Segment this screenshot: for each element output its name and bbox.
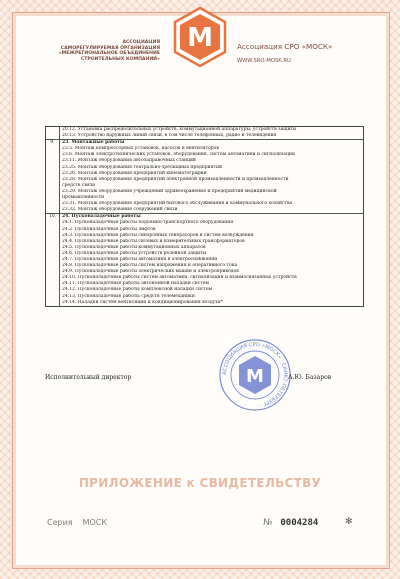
- list-item: 24.6. Пусконаладочные работы устройств релейной защиты: [62, 250, 207, 256]
- list-item: 24.12. Пусконаладочные работы комплексной наладки систем: [62, 287, 213, 293]
- list-item: средств связи: [62, 182, 96, 188]
- table-row: [46, 139, 363, 213]
- row-number: [46, 127, 60, 139]
- sro-logo-icon: [173, 6, 227, 68]
- stamp-text: АССОЦИАЦИЯ СРО «МОСК» · САНКТ-ПЕТЕРБУРГ ·: [221, 341, 289, 408]
- row-number: 9.: [46, 140, 60, 213]
- logo-letter: М: [187, 23, 213, 53]
- list-item: 24.11. Пусконаладочные работы автономной наладки систем: [62, 281, 209, 287]
- list-item: 23.25. Монтаж оборудования театрально-зрелищных предприятий: [62, 164, 222, 170]
- series-block: [47, 518, 107, 527]
- list-item: 24.10. Пусконаладочные работы систем автоматики, сигнализации и взаимосвязанных устройств: [62, 275, 297, 281]
- list-item: 24.1. Пусконаладочные работы подъемно-транспортного оборудования: [62, 220, 234, 226]
- section-title: 23. Монтажные работы: [62, 140, 125, 146]
- list-item: 24.14. Наладки систем вентиляции и кондиционирования воздуха*: [62, 299, 223, 305]
- list-item: 23.29. Монтаж оборудования учреждений здравоохранения и предприятий медицинской: [62, 188, 277, 194]
- list-item: 23.28. Монтаж оборудования предприятий электронной промышленности и промышленности: [62, 176, 289, 182]
- list-item: 23.31. Монтаж оборудования предприятий бытового обслуживания и коммунального хозяйства: [62, 201, 293, 207]
- list-item: 24.8. Пусконаладочные работы систем напряжения и оперативного тока: [62, 263, 238, 269]
- star-icon: ✻: [345, 517, 353, 527]
- list-item: 23.33. Монтаж оборудования сооружений связи: [62, 207, 178, 213]
- list-item: 24.9. Пусконаладочные работы электрических машин и электроприводов: [62, 269, 239, 275]
- list-item: 23.5. Монтаж компрессорных установок, насосов и вентиляторов: [62, 146, 219, 152]
- stamp-center: М: [246, 366, 264, 387]
- association-name: АССОЦИАЦИЯ САМОРЕГУЛИРУЕМАЯ ОРГАНИЗАЦИЯ «МЕЖРЕГИОНАЛЬНОЕ ОБЪЕДИНЕНИЕ СТРОИТЕЛЬНЫХ КОМПАНИЙ»: [58, 40, 160, 62]
- works-table: [45, 126, 364, 307]
- signatory-name: А.Ю. Базаров: [288, 374, 332, 381]
- list-item: 24.5. Пусконаладочные работы коммутационных аппаратов: [62, 244, 206, 250]
- series-value: МОСК: [82, 518, 108, 527]
- certificate-number: [263, 518, 318, 528]
- official-stamp: [218, 338, 292, 412]
- table-row: [46, 213, 363, 305]
- list-item: 23.11. Монтаж оборудования автозаправочных станций: [62, 158, 196, 164]
- list-item: промышленности: [62, 195, 105, 201]
- number-sign: №: [263, 518, 273, 528]
- list-item: 24.3. Пусконаладочные работы синхронных генераторов и систем возбуждения: [62, 232, 254, 238]
- list-item: 20.12. Установка распределительных устройств, коммутационной аппаратуры, устройств защиты: [62, 127, 297, 132]
- association-title: Ассоциация СРО «МОСК»: [237, 42, 333, 51]
- list-item: 24.13. Пусконаладочные работы средств телемеханики: [62, 293, 195, 299]
- list-item: 24.4. Пусконаладочные работы силовых и измерительных трансформаторов: [62, 238, 245, 244]
- list-item: 23.6. Монтаж электротехнических установок, оборудования, систем автоматики и сигнализации: [62, 152, 295, 158]
- list-item: 23.26. Монтаж оборудования предприятий кинематографии: [62, 170, 207, 176]
- list-item: 24.2. Пусконаладочные работы лифтов: [62, 226, 156, 232]
- appendix-label: ПРИЛОЖЕНИЕ к СВИДЕТЕЛЬСТВУ: [78, 476, 322, 490]
- signatory-title: Исполнительный директор: [45, 374, 132, 381]
- row-number: 10.: [46, 214, 60, 305]
- association-url: WWW.SRO-MOSK.RU: [237, 58, 291, 64]
- list-item: 20.13. Устройство наружных линий связи, в том числе телефонных, радио и телевидения: [62, 133, 277, 139]
- table-row: [46, 127, 363, 139]
- number-value: 0004284: [280, 518, 319, 528]
- series-label: Серия: [47, 518, 73, 527]
- list-item: 24.7. Пусконаладочные работы автоматики в электроснабжении: [62, 256, 218, 262]
- section-title: 24. Пусконаладочные работы: [62, 214, 141, 220]
